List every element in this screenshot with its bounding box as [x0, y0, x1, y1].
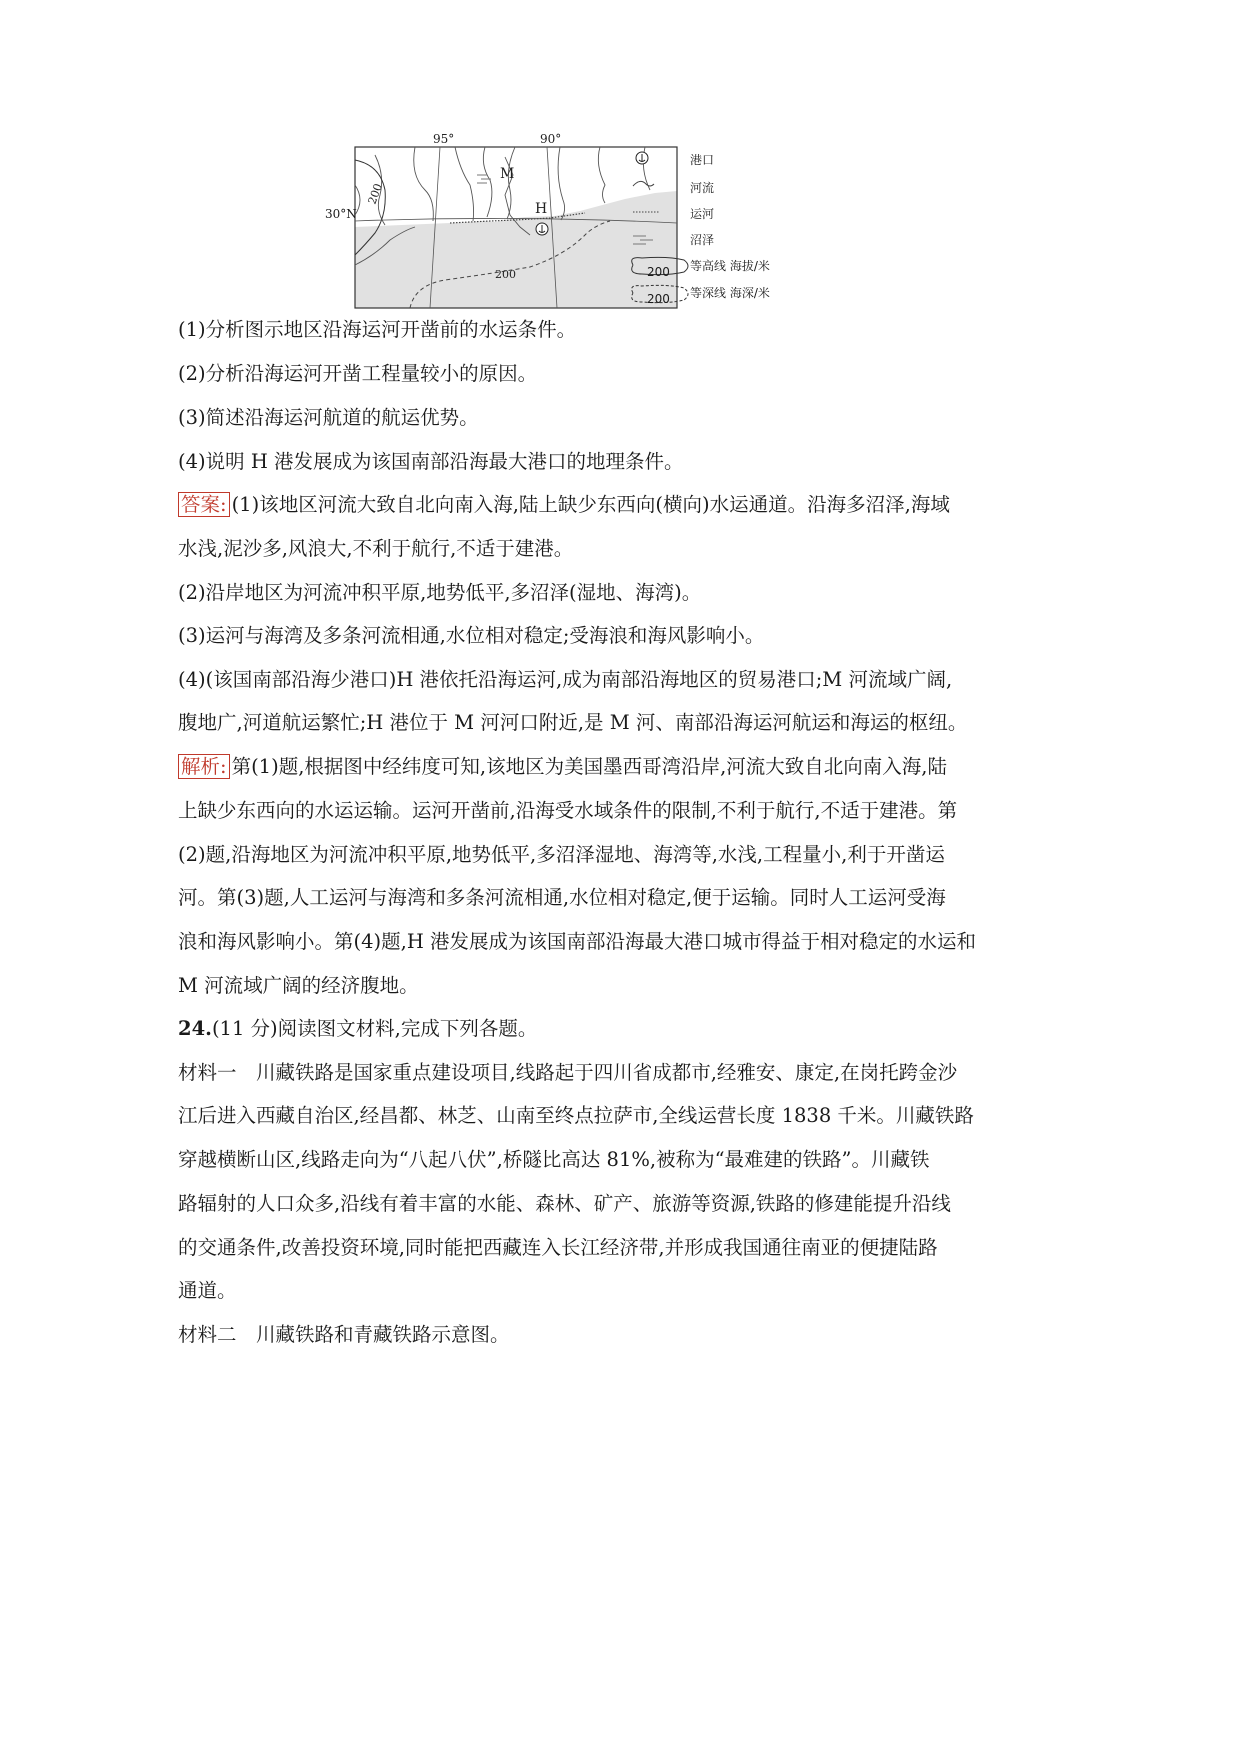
analysis-line-2: 上缺少东西向的水运运输。运河开凿前,沿海受水域条件的限制,不利于航行,不适于建港。第	[178, 799, 958, 822]
legend-canal: 运河	[690, 207, 715, 221]
answer-line-5: (4)(该国南部沿海少港口)H 港依托沿海运河,成为南部沿海地区的贸易港口;M 河流域广阔,	[178, 668, 953, 691]
legend-swamp: 沼泽	[690, 233, 715, 247]
answer-line-6: 腹地广,河道航运繁忙;H 港位于 M 河河口附近,是 M 河、南部沿海运河航运和海运的枢纽。	[178, 711, 968, 734]
label-m: M	[500, 166, 515, 182]
contour-label: 200	[365, 181, 386, 207]
material1-line-3: 穿越横断山区,线路走向为“八起八伏”,桥隧比高达 81%,被称为“最难建的铁路”。川藏铁	[178, 1148, 930, 1171]
answer-line-3: (2)沿岸地区为河流冲积平原,地势低平,多沼泽(湿地、海湾)。	[178, 581, 702, 604]
material1-line-6: 通道。	[178, 1279, 237, 1302]
isobath-label: 200	[495, 268, 516, 281]
analysis-line-3: (2)题,沿海地区为河流冲积平原,地势低平,多沼泽湿地、海湾等,水浅,工程量小,利于开凿运	[178, 843, 945, 866]
legend-port: 港口	[690, 153, 715, 167]
answer-line-1: 答案: (1)该地区河流大致自北向南入海,陆上缺少东西向(横向)水运通道。沿海多沼泽,海域	[178, 490, 950, 520]
answer-line-2: 水浅,泥沙多,风浪大,不利于航行,不适于建港。	[178, 537, 574, 560]
analysis-tag: 解析:	[178, 754, 230, 779]
q24-number: 24.	[178, 1017, 212, 1040]
material1-line-4: 路辐射的人口众多,沿线有着丰富的水能、森林、矿产、旅游等资源,铁路的修建能提升沿线	[178, 1192, 951, 1215]
q24-heading: 24.(11 分)阅读图文材料,完成下列各题。	[178, 1017, 538, 1040]
lon-label-90: 90°	[540, 132, 562, 146]
map-legend-symbols	[628, 148, 688, 308]
analysis-line-4: 河。第(3)题,人工运河与海湾和多条河流相通,水位相对稳定,便于运输。同时人工运河受海	[178, 886, 946, 909]
label-h: H	[535, 201, 548, 217]
answer-line-4: (3)运河与海湾及多条河流相通,水位相对稳定;受海浪和海风影响小。	[178, 624, 765, 647]
legend-isobath-value: 200	[647, 292, 670, 306]
question-1: (1)分析图示地区沿海运河开凿前的水运条件。	[178, 318, 577, 341]
analysis-line-6: M 河流域广阔的经济腹地。	[178, 974, 419, 997]
question-2: (2)分析沿海运河开凿工程量较小的原因。	[178, 362, 538, 385]
answer-tag: 答案:	[178, 492, 230, 517]
legend-isobath: 等深线 海深/米	[690, 286, 770, 300]
lon-label-95: 95°	[433, 132, 455, 146]
material1-line-2: 江后进入西藏自治区,经昌都、林芝、山南至终点拉萨市,全线运营长度 1838 千米。川藏铁路	[178, 1104, 974, 1127]
legend-contour-value: 200	[647, 265, 670, 279]
question-4: (4)说明 H 港发展成为该国南部沿海最大港口的地理条件。	[178, 450, 684, 473]
lat-label: 30°N	[325, 207, 357, 221]
legend-contour: 等高线 海拔/米	[690, 259, 770, 273]
legend-river: 河流	[690, 181, 715, 195]
swamp	[477, 175, 491, 183]
anchor-icon	[536, 223, 548, 235]
question-3: (3)简述沿海运河航道的航运优势。	[178, 406, 479, 429]
material2: 材料二 川藏铁路和青藏铁路示意图。	[178, 1323, 510, 1346]
material1-line-5: 的交通条件,改善投资环境,同时能把西藏连入长江经济带,并形成我国通往南亚的便捷陆路	[178, 1236, 938, 1259]
analysis-line-1: 解析: 第(1)题,根据图中经纬度可知,该地区为美国墨西哥湾沿岸,河流大致自北向南入海,陆	[178, 752, 947, 782]
analysis-line-5: 浪和海风影响小。第(4)题,H 港发展成为该国南部沿海最大港口城市得益于相对稳定的水运和	[178, 930, 977, 953]
material1-line-1: 材料一 川藏铁路是国家重点建设项目,线路起于四川省成都市,经雅安、康定,在岗托跨金沙	[178, 1061, 958, 1084]
